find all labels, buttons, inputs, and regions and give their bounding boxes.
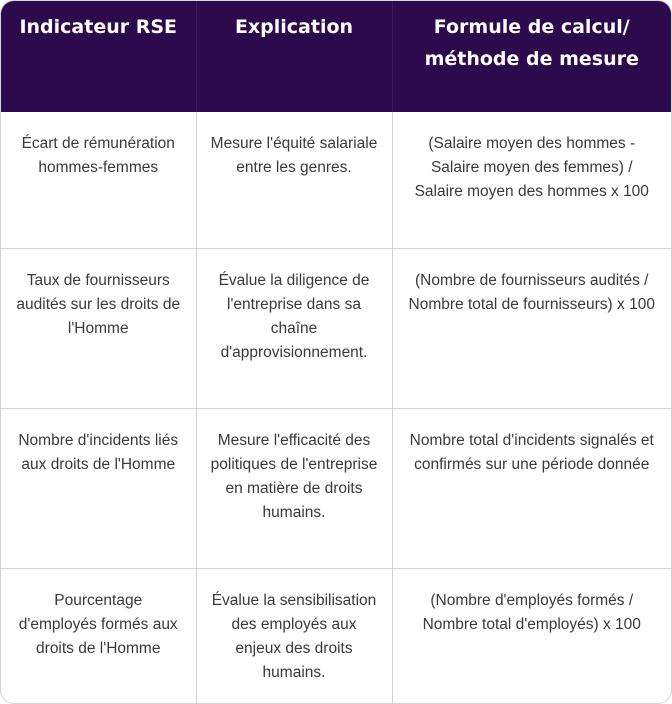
cell-formule: (Nombre d'employés formés / Nombre total d'employés) x 100 [392, 568, 671, 703]
table-row [1, 112, 671, 248]
table-header [1, 1, 671, 112]
column-header-indicateur: Indicateur RSE [1, 1, 196, 112]
cell-indicateur: Nombre d'incidents liés aux droits de l'Homme [1, 408, 196, 568]
cell-indicateur: Taux de fournisseurs audités sur les droits de l'Homme [1, 248, 196, 408]
table-row [1, 568, 671, 703]
cell-indicateur: Écart de rémunération hommes-femmes [21, 135, 175, 176]
table-body [1, 112, 671, 703]
cell-explication: Mesure l'équité salariale entre les genres. [196, 112, 392, 248]
cell-explication: Mesure l'efficacité des politiques de l'entreprise en matière de droits humains. [196, 408, 392, 568]
column-header-formule: Formule de calcul/ méthode de mesure [392, 1, 671, 112]
cell-indicateur: Pourcentage d'employés formés aux droits de l'Homme [1, 568, 196, 703]
cell-formule: (Salaire moyen des hommes - Salaire moyen des femmes) / Salaire moyen des hommes x 100 [392, 112, 671, 248]
table-row [1, 408, 671, 568]
column-header-explication: Explication [196, 1, 392, 112]
cell-formule: Nombre total d'incidents signalés et confirmés sur une période donnée [392, 408, 671, 568]
cell-explication: Évalue la diligence de l'entreprise dans sa chaîne d'approvisionnement. [196, 248, 392, 408]
cell-explication: Évalue la sensibilisation des employés aux enjeux des droits humains. [196, 568, 392, 703]
header-row [1, 1, 671, 112]
table [1, 1, 671, 703]
table-row [1, 248, 671, 408]
cell-formule: (Nombre de fournisseurs audités / Nombre total de fournisseurs) x 100 [392, 248, 671, 408]
